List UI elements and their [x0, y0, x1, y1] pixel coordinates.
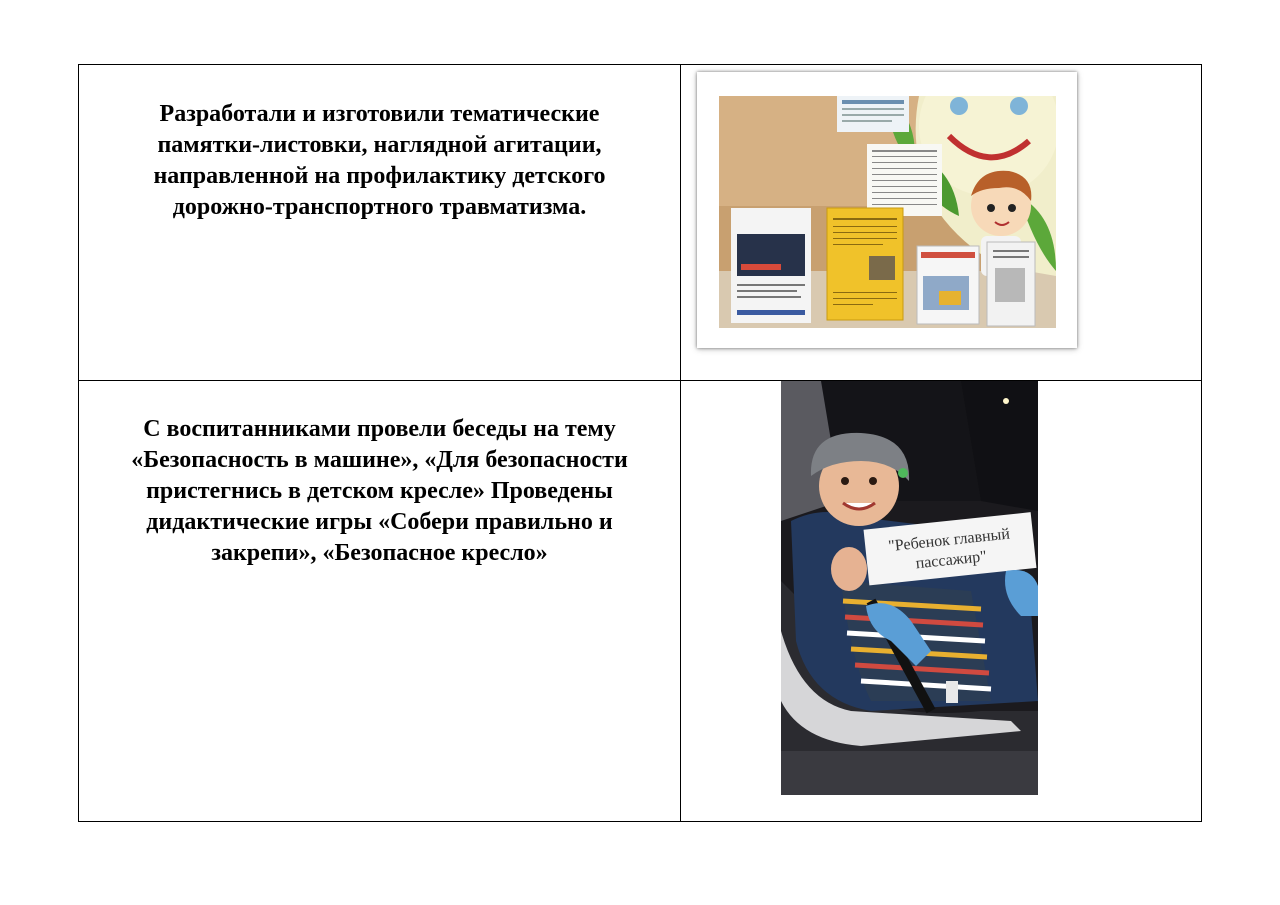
info-stand-image: [719, 96, 1056, 328]
text-line: дорожно-транспортного травматизма.: [172, 194, 587, 220]
table-row: [79, 65, 1202, 381]
text-line: С воспитанниками провели беседы на тему: [143, 416, 616, 442]
text-cell: [79, 381, 681, 822]
text-line: памятки-листовки, наглядной агитации,: [157, 132, 602, 158]
document-table: [78, 64, 1202, 822]
info-stand-photo: [697, 72, 1077, 348]
photo-cell: [681, 381, 1202, 822]
photo-cell: [681, 65, 1202, 381]
text-line: закрепи», «Безопасное кресло»: [211, 540, 548, 566]
text-cell: [79, 65, 681, 381]
sign-line-2: пассажир": [914, 548, 988, 573]
child-car-seat-photo: [781, 381, 1038, 795]
text-line: Разработали и изготовили тематические: [159, 101, 600, 127]
text-line: дидактические игры «Собери правильно и: [146, 509, 613, 535]
paragraph-leaflets: [79, 65, 680, 223]
paragraph-conversations: [79, 381, 680, 569]
text-line: пристегнись в детском кресле» Проведены: [146, 478, 613, 504]
text-line: направленной на профилактику детского: [153, 163, 606, 189]
table-row: [79, 381, 1202, 822]
text-line: «Безопасность в машине», «Для безопасности: [131, 447, 628, 473]
sign-line-1: "Ребенок главный: [887, 525, 1011, 556]
